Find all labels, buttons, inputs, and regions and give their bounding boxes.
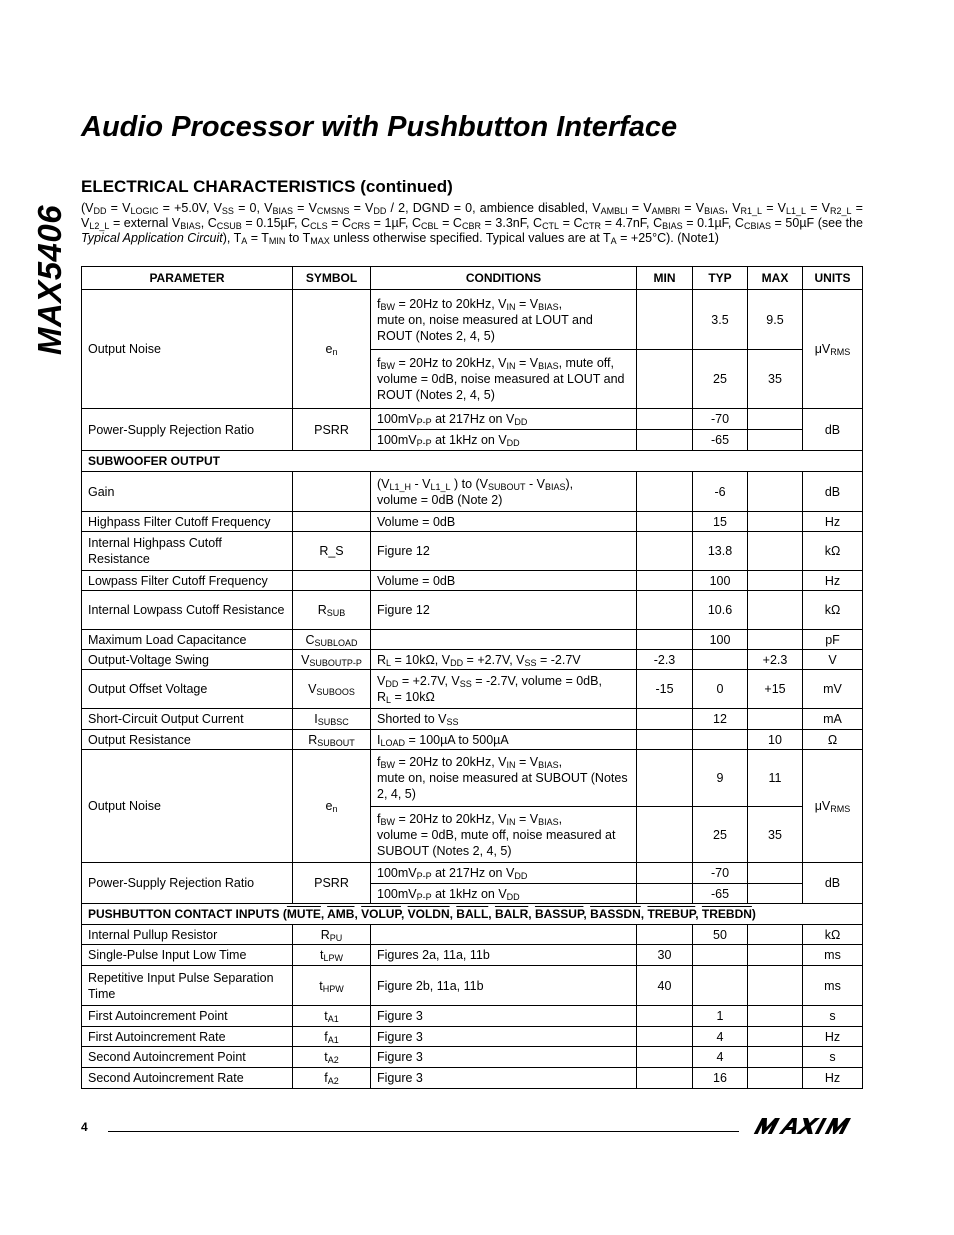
min-cell: [637, 472, 693, 512]
units-cell: kΩ: [803, 591, 863, 630]
table-row: [82, 709, 863, 730]
conditions-cell: $I_{LOAD} = 100\mu A$ to 500µA: [371, 730, 637, 750]
max-cell: 9.5: [748, 290, 803, 350]
symbol-cell: $t_{LPW}$: [293, 945, 371, 966]
units-cell: mV: [803, 670, 863, 709]
units-cell: kΩ: [803, 532, 863, 571]
max-cell: 10: [748, 730, 803, 750]
table-row: [82, 650, 863, 670]
symbol-cell: $V_{SUBOUTP-P}$: [293, 650, 371, 670]
min-cell: 40: [637, 966, 693, 1006]
typ-cell: 100: [693, 630, 748, 650]
min-cell: [637, 1006, 693, 1027]
max-cell: [748, 532, 803, 571]
symbol-cell: $C_{SUBLOAD}$: [293, 630, 371, 650]
table-row: [82, 290, 863, 350]
param-cell: Repetitive Input Pulse Separation Time: [82, 966, 293, 1006]
typ-cell: [693, 650, 748, 670]
table-row: [82, 1068, 863, 1089]
min-cell: [637, 409, 693, 430]
header-typ: TYP: [693, 267, 748, 290]
conditions-cell: Figure 3: [371, 1068, 637, 1089]
units-cell: mA: [803, 709, 863, 730]
typ-cell: -70: [693, 409, 748, 430]
param-cell: Lowpass Filter Cutoff Frequency: [82, 571, 293, 591]
param-cell: Internal Pullup Resistor: [82, 925, 293, 945]
typ-cell: 25: [693, 807, 748, 863]
symbol-cell: $e_n$: [293, 290, 371, 409]
conditions-cell: $100mV_{P-P}$ at 1kHz on $V_{DD}$: [371, 430, 637, 451]
conditions-cell: ($V_{L1\_H} - V_{L1\_L}$ ) to $(V_{SUBOUT} - V_{BIAS})$, volume = 0dB (Note 2): [371, 472, 637, 512]
symbol-cell: $t_{A2}$: [293, 1047, 371, 1068]
param-cell: Maximum Load Capacitance: [82, 630, 293, 650]
conditions-cell: Figure 12: [371, 591, 637, 630]
max-cell: [748, 945, 803, 966]
section-pushbutton-inputs: PUSHBUTTON CONTACT INPUTS (MUTE, $\overline{AMB}$, VOLUP, VOLDN, BALL, BALR, BASSUP, BASSDN, TREBUP, TREBDN): [82, 904, 863, 925]
min-cell: [637, 630, 693, 650]
conditions-cell: Figure 2b, 11a, 11b: [371, 966, 637, 1006]
min-cell: [637, 925, 693, 945]
conditions-cell: $100mV_{P-P}$ at 1kHz on $V_{DD}$: [371, 884, 637, 904]
typ-cell: 1: [693, 1006, 748, 1027]
units-cell: ms: [803, 966, 863, 1006]
units-cell: Hz: [803, 571, 863, 591]
min-cell: -15: [637, 670, 693, 709]
document-title: Audio Processor with Pushbutton Interface: [81, 111, 678, 143]
max-cell: [748, 884, 803, 904]
table-row: [82, 409, 863, 430]
min-cell: [637, 1068, 693, 1089]
conditions-cell: $f_{BW} = 20Hz$ to 20kHz, $V_{IN} = V_{BIAS}$, mute on, noise measured at LOUT and ROUT (Notes 2, 4, 5): [371, 290, 637, 350]
conditions-cell: [371, 630, 637, 650]
table-row: [82, 966, 863, 1006]
typ-cell: 15: [693, 512, 748, 532]
typ-cell: 50: [693, 925, 748, 945]
section-subwoofer-output: SUBWOOFER OUTPUT: [82, 451, 863, 472]
units-cell: $\mu V_{RMS}$: [803, 290, 863, 409]
param-cell: Power-Supply Rejection Ratio: [82, 409, 293, 451]
symbol-cell: [293, 571, 371, 591]
symbol-cell: [293, 472, 371, 512]
symbol-cell: $R_{SUBOUT}$: [293, 730, 371, 750]
max-cell: [748, 472, 803, 512]
test-conditions: ($V_{DD} = V_{LOGIC} = +5.0V$, $V_{SS} = 0$, $V_{BIAS} = V_{CMSNS} = V_{DD} / 2$, DGND = 0, ambience disabled, $V_{AMBLI} = V_{AMBRI} = V_{BIAS}$, $V_{R1\_L} = V_{L1\_L} = V_{R2\_L} = V_{L2\_L}$ = external $V_{BIAS}$, $C_{CSUB} = 0.15\mu F$, $C_{CLS} = C_{CRS} = 1\mu F$, $C_{CBL} = C_{CBR} = 3.3nF$, $C_{CTL} = C_{CTR} = 4.7nF$, $C_{BIAS} = 0.1\mu F$, $C_{CBIAS} = 50\mu F$ (see the Typical Application Circuit), $T_A = T_{MIN}$ to $T_{MAX}$ unless otherwise specified. Typical values are at $T_A = +25^\circ C$). (Note1): [81, 201, 863, 246]
conditions-cell: $f_{BW} = 20Hz$ to 20kHz, $V_{IN} = V_{BIAS}$, mute off, volume = 0dB, noise measured at LOUT and ROUT (Notes 2, 4, 5): [371, 350, 637, 409]
conditions-cell: $f_{BW} = 20Hz$ to 20kHz, $V_{IN} = V_{BIAS}$, volume = 0dB, mute off, noise measured at SUBOUT (Notes 2, 4, 5): [371, 807, 637, 863]
param-cell: Short-Circuit Output Current: [82, 709, 293, 730]
param-cell: Internal Lowpass Cutoff Resistance: [82, 591, 293, 630]
max-cell: [748, 591, 803, 630]
min-cell: [637, 430, 693, 451]
max-cell: +2.3: [748, 650, 803, 670]
table-row: [82, 532, 863, 571]
symbol-cell: $f_{A2}$: [293, 1068, 371, 1089]
symbol-cell: $I_{SUBSC}$: [293, 709, 371, 730]
table-row: [82, 1047, 863, 1068]
typ-cell: 16: [693, 1068, 748, 1089]
max-cell: 35: [748, 350, 803, 409]
param-cell: Single-Pulse Input Low Time: [82, 945, 293, 966]
param-cell: Output-Voltage Swing: [82, 650, 293, 670]
table-row: [82, 472, 863, 512]
param-cell: Internal Highpass Cutoff Resistance: [82, 532, 293, 571]
max-cell: 11: [748, 750, 803, 807]
typ-cell: 4: [693, 1047, 748, 1068]
param-cell: Output Noise: [82, 290, 293, 409]
max-cell: [748, 863, 803, 884]
typ-cell: 12: [693, 709, 748, 730]
param-cell: First Autoincrement Rate: [82, 1027, 293, 1047]
min-cell: [637, 512, 693, 532]
table-row: [82, 670, 863, 709]
symbol-cell: PSRR: [293, 863, 371, 904]
electrical-characteristics-table: [81, 266, 863, 1089]
param-cell: Output Noise: [82, 750, 293, 863]
param-cell: Second Autoincrement Rate: [82, 1068, 293, 1089]
max-cell: +15: [748, 670, 803, 709]
conditions-cell: Figure 3: [371, 1027, 637, 1047]
max-cell: [748, 1047, 803, 1068]
max-cell: [748, 925, 803, 945]
table-row: [82, 925, 863, 945]
table-row: [82, 512, 863, 532]
min-cell: [637, 730, 693, 750]
param-cell: First Autoincrement Point: [82, 1006, 293, 1027]
units-cell: dB: [803, 409, 863, 451]
param-cell: Second Autoincrement Point: [82, 1047, 293, 1068]
section-row: [82, 451, 863, 472]
typ-cell: 25: [693, 350, 748, 409]
typ-cell: 0: [693, 670, 748, 709]
units-cell: V: [803, 650, 863, 670]
min-cell: [637, 591, 693, 630]
conditions-cell: $V_{DD} = +2.7V$, $V_{SS} = -2.7V$, volume = 0dB, $R_L = 10k\Omega$: [371, 670, 637, 709]
typ-cell: 3.5: [693, 290, 748, 350]
units-cell: Hz: [803, 1068, 863, 1089]
table-row: [82, 945, 863, 966]
max-cell: [748, 630, 803, 650]
min-cell: [637, 1047, 693, 1068]
min-cell: [637, 290, 693, 350]
units-cell: ms: [803, 945, 863, 966]
param-cell: Output Offset Voltage: [82, 670, 293, 709]
symbol-cell: $R_{PU}$: [293, 925, 371, 945]
max-cell: [748, 512, 803, 532]
units-cell: dB: [803, 863, 863, 904]
header-min: MIN: [637, 267, 693, 290]
symbol-cell: $f_{A1}$: [293, 1027, 371, 1047]
units-cell: s: [803, 1047, 863, 1068]
conditions-cell: Shorted to $V_{SS}$: [371, 709, 637, 730]
conditions-cell: [371, 925, 637, 945]
units-cell: Ω: [803, 730, 863, 750]
conditions-cell: Figures 2a, 11a, 11b: [371, 945, 637, 966]
param-cell: Gain: [82, 472, 293, 512]
min-cell: -2.3: [637, 650, 693, 670]
min-cell: [637, 532, 693, 571]
typ-cell: -6: [693, 472, 748, 512]
conditions-cell: $f_{BW} = 20Hz$ to 20kHz, $V_{IN} = V_{BIAS}$, mute on, noise measured at SUBOUT (Notes 2, 4, 5): [371, 750, 637, 807]
header-conditions: CONDITIONS: [371, 267, 637, 290]
min-cell: 30: [637, 945, 693, 966]
typ-cell: [693, 966, 748, 1006]
header-symbol: SYMBOL: [293, 267, 371, 290]
page-number: 4: [81, 1120, 88, 1134]
max-cell: [748, 1068, 803, 1089]
header-parameter: PARAMETER: [82, 267, 293, 290]
min-cell: [637, 807, 693, 863]
units-cell: Hz: [803, 1027, 863, 1047]
max-cell: [748, 966, 803, 1006]
typ-cell: 4: [693, 1027, 748, 1047]
symbol-cell: PSRR: [293, 409, 371, 451]
max-cell: 35: [748, 807, 803, 863]
min-cell: [637, 709, 693, 730]
header-max: MAX: [748, 267, 803, 290]
conditions-cell: $R_L = 10k\Omega$, $V_{DD} = +2.7V$, $V_{SS} = -2.7V$: [371, 650, 637, 670]
footer-rule: [108, 1131, 739, 1132]
table-row: [82, 1006, 863, 1027]
min-cell: [637, 863, 693, 884]
typ-cell: 9: [693, 750, 748, 807]
header-units: UNITS: [803, 267, 863, 290]
symbol-cell: $t_{HPW}$: [293, 966, 371, 1006]
param-cell: Output Resistance: [82, 730, 293, 750]
typ-cell: -65: [693, 884, 748, 904]
min-cell: [637, 1027, 693, 1047]
symbol-cell: $R_{SUB}$: [293, 591, 371, 630]
typ-cell: [693, 945, 748, 966]
symbol-cell: $t_{A1}$: [293, 1006, 371, 1027]
table-row: [82, 1027, 863, 1047]
min-cell: [637, 350, 693, 409]
conditions-cell: $100mV_{P-P}$ at 217Hz on $V_{DD}$: [371, 409, 637, 430]
max-cell: [748, 571, 803, 591]
typ-cell: 13.8: [693, 532, 748, 571]
conditions-cell: Figure 3: [371, 1047, 637, 1068]
table-row: [82, 630, 863, 650]
min-cell: [637, 750, 693, 807]
table-header-row: [82, 267, 863, 290]
symbol-cell: $V_{SUBOOS}$: [293, 670, 371, 709]
typ-cell: -65: [693, 430, 748, 451]
table-row: [82, 730, 863, 750]
conditions-cell: Volume = 0dB: [371, 512, 637, 532]
table-row: [82, 750, 863, 807]
units-cell: kΩ: [803, 925, 863, 945]
min-cell: [637, 571, 693, 591]
table-row: [82, 571, 863, 591]
conditions-cell: Figure 3: [371, 1006, 637, 1027]
max-cell: [748, 430, 803, 451]
param-cell: Highpass Filter Cutoff Frequency: [82, 512, 293, 532]
side-part-number: MAX5406: [31, 204, 68, 356]
table-row: [82, 591, 863, 630]
units-cell: s: [803, 1006, 863, 1027]
section-title: ELECTRICAL CHARACTERISTICS (continued): [81, 177, 453, 196]
conditions-cell: Figure 12: [371, 532, 637, 571]
maxim-logo: [752, 1118, 860, 1134]
max-cell: [748, 709, 803, 730]
conditions-cell: Volume = 0dB: [371, 571, 637, 591]
min-cell: [637, 884, 693, 904]
max-cell: [748, 409, 803, 430]
table-row: [82, 863, 863, 884]
typ-cell: -70: [693, 863, 748, 884]
units-cell: dB: [803, 472, 863, 512]
symbol-cell: $e_n$: [293, 750, 371, 863]
units-cell: Hz: [803, 512, 863, 532]
typ-cell: 10.6: [693, 591, 748, 630]
symbol-cell: R_S: [293, 532, 371, 571]
units-cell: $\mu V_{RMS}$: [803, 750, 863, 863]
max-cell: [748, 1027, 803, 1047]
units-cell: pF: [803, 630, 863, 650]
typ-cell: 100: [693, 571, 748, 591]
symbol-cell: [293, 512, 371, 532]
max-cell: [748, 1006, 803, 1027]
conditions-cell: $100mV_{P-P}$ at 217Hz on $V_{DD}$: [371, 863, 637, 884]
section-row: [82, 904, 863, 925]
param-cell: Power-Supply Rejection Ratio: [82, 863, 293, 904]
typ-cell: [693, 730, 748, 750]
